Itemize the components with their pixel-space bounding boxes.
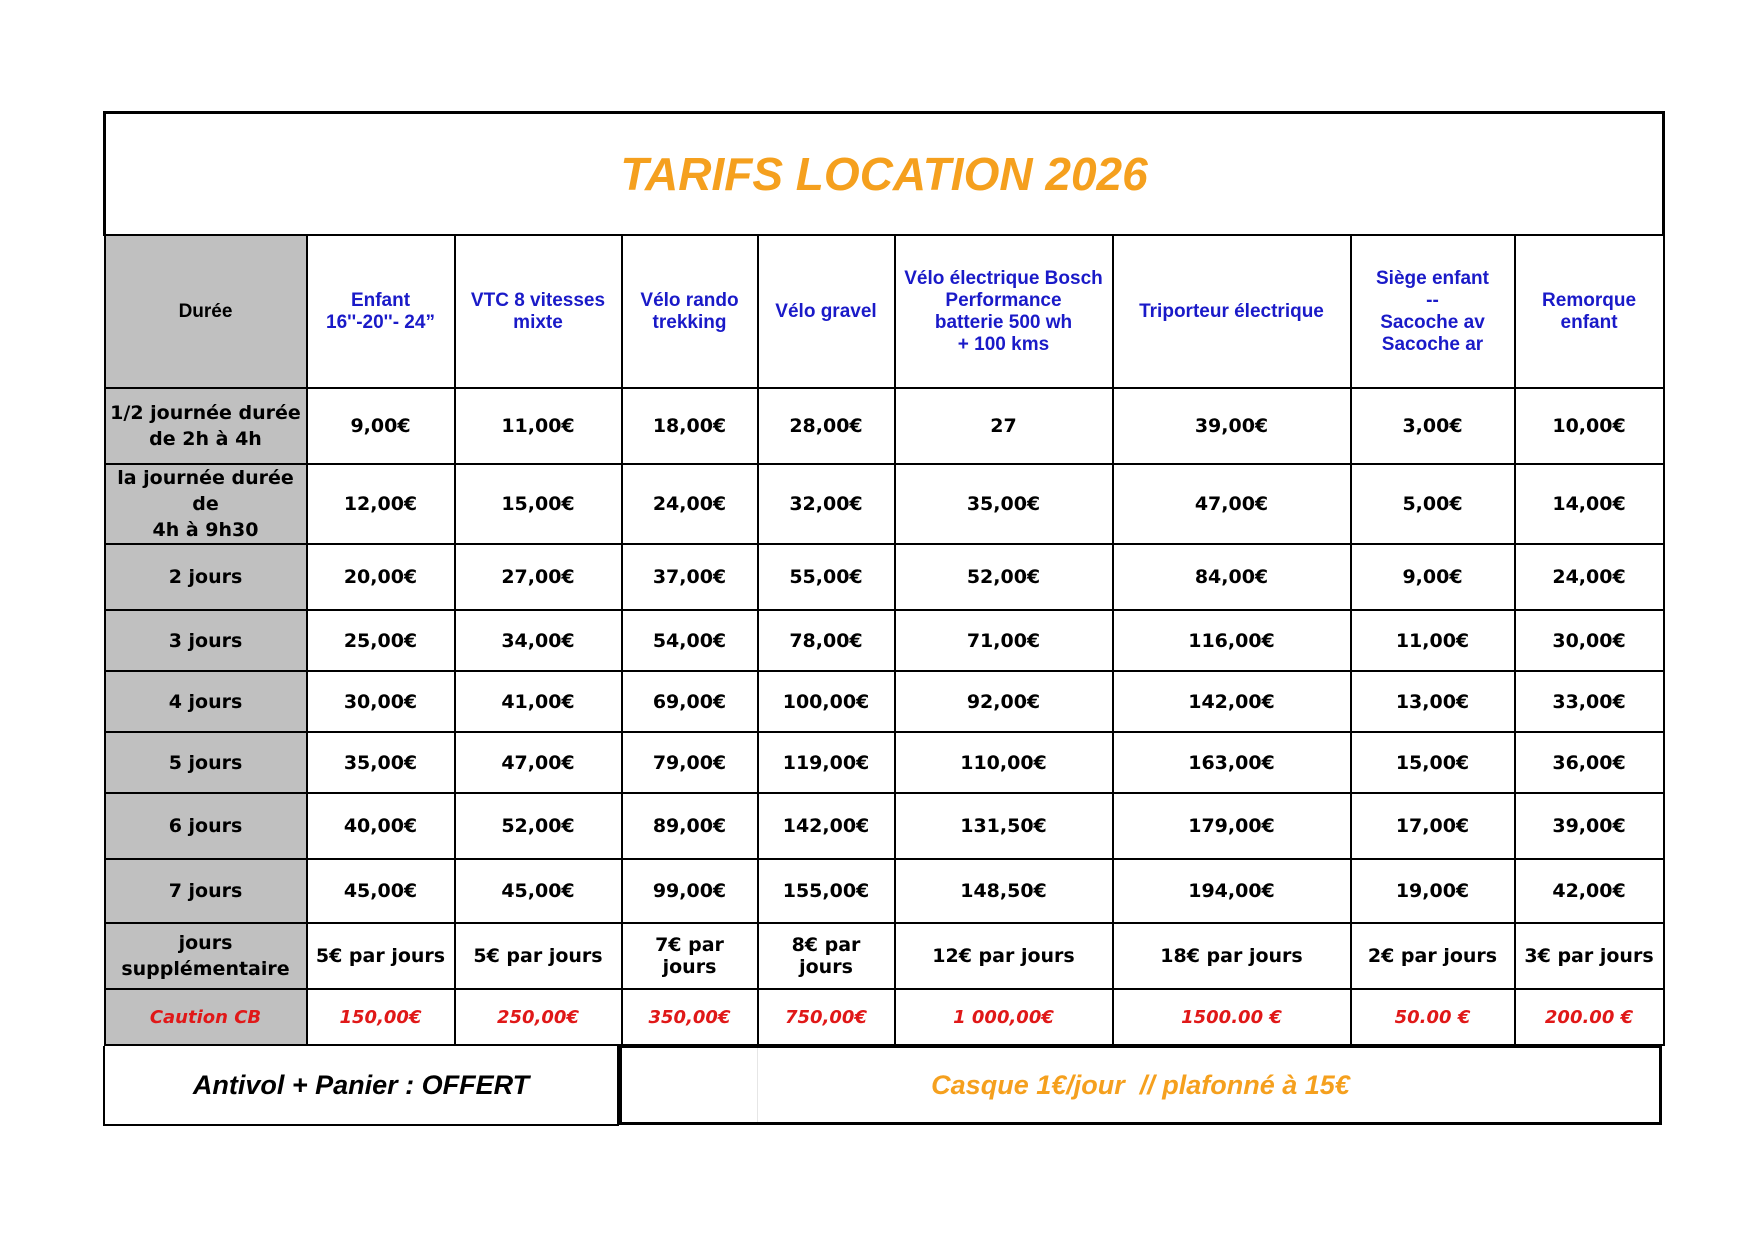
price-cell: 19,00€ (1351, 859, 1515, 923)
price-cell: 42,00€ (1515, 859, 1664, 923)
price-cell: 24,00€ (1515, 544, 1664, 610)
price-cell: 39,00€ (1113, 388, 1351, 464)
price-cell: 13,00€ (1351, 671, 1515, 732)
price-cell: 14,00€ (1515, 464, 1664, 544)
price-cell: 11,00€ (455, 388, 622, 464)
price-cell: 35,00€ (895, 464, 1113, 544)
duration-header: Durée (105, 235, 307, 388)
price-cell: 30,00€ (307, 671, 455, 732)
price-cell: 30,00€ (1515, 610, 1664, 671)
price-cell: 163,00€ (1113, 732, 1351, 793)
divider (757, 1048, 758, 1122)
footer-left-note: Antivol + Panier : OFFERT (103, 1046, 619, 1126)
price-cell: 5€ par jours (307, 923, 455, 989)
caution-value: 150,00€ (307, 989, 455, 1045)
price-cell: 9,00€ (1351, 544, 1515, 610)
price-cell: 45,00€ (307, 859, 455, 923)
price-cell: 142,00€ (1113, 671, 1351, 732)
price-cell: 37,00€ (622, 544, 758, 610)
column-header-siege: Siège enfant -- Sacoche av Sacoche ar (1351, 235, 1515, 388)
price-cell: 92,00€ (895, 671, 1113, 732)
price-cell: 18,00€ (622, 388, 758, 464)
column-header-enfant: Enfant 16''-20''- 24” (307, 235, 455, 388)
table-row (105, 732, 1664, 793)
price-cell: 8€ par jours (758, 923, 895, 989)
page-title: TARIFS LOCATION 2026 (620, 148, 1148, 200)
table-row (105, 923, 1664, 989)
row-label: 2 jours (105, 544, 307, 610)
price-cell: 45,00€ (455, 859, 622, 923)
table-row (105, 388, 1664, 464)
row-label: 6 jours (105, 793, 307, 859)
price-cell: 7€ par jours (622, 923, 758, 989)
price-cell: 47,00€ (455, 732, 622, 793)
tariff-sheet (103, 111, 1662, 1126)
price-cell: 47,00€ (1113, 464, 1351, 544)
price-cell: 54,00€ (622, 610, 758, 671)
caution-value: 200.00 € (1515, 989, 1664, 1045)
price-cell: 25,00€ (307, 610, 455, 671)
caution-value: 250,00€ (455, 989, 622, 1045)
table-row (105, 610, 1664, 671)
price-cell: 179,00€ (1113, 793, 1351, 859)
price-cell: 39,00€ (1515, 793, 1664, 859)
price-cell: 148,50€ (895, 859, 1113, 923)
table-row (105, 793, 1664, 859)
column-header-electrique: Vélo électrique Bosch Performance batterie 500 wh + 100 kms (895, 235, 1113, 388)
price-cell: 142,00€ (758, 793, 895, 859)
price-cell: 12,00€ (307, 464, 455, 544)
price-cell: 28,00€ (758, 388, 895, 464)
price-rows (105, 388, 1664, 989)
price-cell: 52,00€ (455, 793, 622, 859)
price-cell: 116,00€ (1113, 610, 1351, 671)
table-row (105, 859, 1664, 923)
column-header-rando: Vélo rando trekking (622, 235, 758, 388)
price-cell: 3,00€ (1351, 388, 1515, 464)
price-cell: 20,00€ (307, 544, 455, 610)
price-cell: 17,00€ (1351, 793, 1515, 859)
price-cell: 131,50€ (895, 793, 1113, 859)
column-header-remorque: Remorque enfant (1515, 235, 1664, 388)
row-label: 1/2 journée durée de 2h à 4h (105, 388, 307, 464)
price-cell: 34,00€ (455, 610, 622, 671)
caution-value: 1500.00 € (1113, 989, 1351, 1045)
price-cell: 27,00€ (455, 544, 622, 610)
caution-row (105, 989, 1664, 1045)
caution-value: 750,00€ (758, 989, 895, 1045)
price-cell: 99,00€ (622, 859, 758, 923)
price-cell: 194,00€ (1113, 859, 1351, 923)
caution-label: Caution CB (105, 989, 307, 1045)
price-cell: 5€ par jours (455, 923, 622, 989)
price-cell: 24,00€ (622, 464, 758, 544)
price-cell: 52,00€ (895, 544, 1113, 610)
price-cell: 11,00€ (1351, 610, 1515, 671)
footer-right-note: Casque 1€/jour // plafonné à 15€ (931, 1069, 1350, 1100)
price-cell: 78,00€ (758, 610, 895, 671)
price-cell: 35,00€ (307, 732, 455, 793)
footer-right-box (619, 1045, 1662, 1125)
price-cell: 12€ par jours (895, 923, 1113, 989)
table-row (105, 544, 1664, 610)
price-cell: 5,00€ (1351, 464, 1515, 544)
row-label: jours supplémentaire (105, 923, 307, 989)
caution-value: 50.00 € (1351, 989, 1515, 1045)
column-header-gravel: Vélo gravel (758, 235, 895, 388)
price-cell: 10,00€ (1515, 388, 1664, 464)
table-row (105, 671, 1664, 732)
price-cell: 110,00€ (895, 732, 1113, 793)
row-label: 7 jours (105, 859, 307, 923)
table-row (105, 464, 1664, 544)
header-row (105, 235, 1664, 388)
price-cell: 2€ par jours (1351, 923, 1515, 989)
price-cell: 100,00€ (758, 671, 895, 732)
title-cell (105, 113, 1664, 236)
tariff-table (103, 111, 1665, 1046)
price-cell: 155,00€ (758, 859, 895, 923)
price-cell: 27 (895, 388, 1113, 464)
price-cell: 40,00€ (307, 793, 455, 859)
price-cell: 32,00€ (758, 464, 895, 544)
caution-value: 350,00€ (622, 989, 758, 1045)
price-cell: 36,00€ (1515, 732, 1664, 793)
caution-value: 1 000,00€ (895, 989, 1113, 1045)
price-cell: 3€ par jours (1515, 923, 1664, 989)
row-label: la journée durée de 4h à 9h30 (105, 464, 307, 544)
price-cell: 33,00€ (1515, 671, 1664, 732)
row-label: 4 jours (105, 671, 307, 732)
price-cell: 71,00€ (895, 610, 1113, 671)
price-cell: 55,00€ (758, 544, 895, 610)
price-cell: 79,00€ (622, 732, 758, 793)
price-cell: 84,00€ (1113, 544, 1351, 610)
price-cell: 18€ par jours (1113, 923, 1351, 989)
price-cell: 119,00€ (758, 732, 895, 793)
price-cell: 15,00€ (455, 464, 622, 544)
price-cell: 41,00€ (455, 671, 622, 732)
column-header-vtc: VTC 8 vitesses mixte (455, 235, 622, 388)
row-label: 3 jours (105, 610, 307, 671)
column-header-triporteur: Triporteur électrique (1113, 235, 1351, 388)
footer (103, 1046, 1662, 1126)
price-cell: 89,00€ (622, 793, 758, 859)
price-cell: 15,00€ (1351, 732, 1515, 793)
row-label: 5 jours (105, 732, 307, 793)
price-cell: 9,00€ (307, 388, 455, 464)
price-cell: 69,00€ (622, 671, 758, 732)
